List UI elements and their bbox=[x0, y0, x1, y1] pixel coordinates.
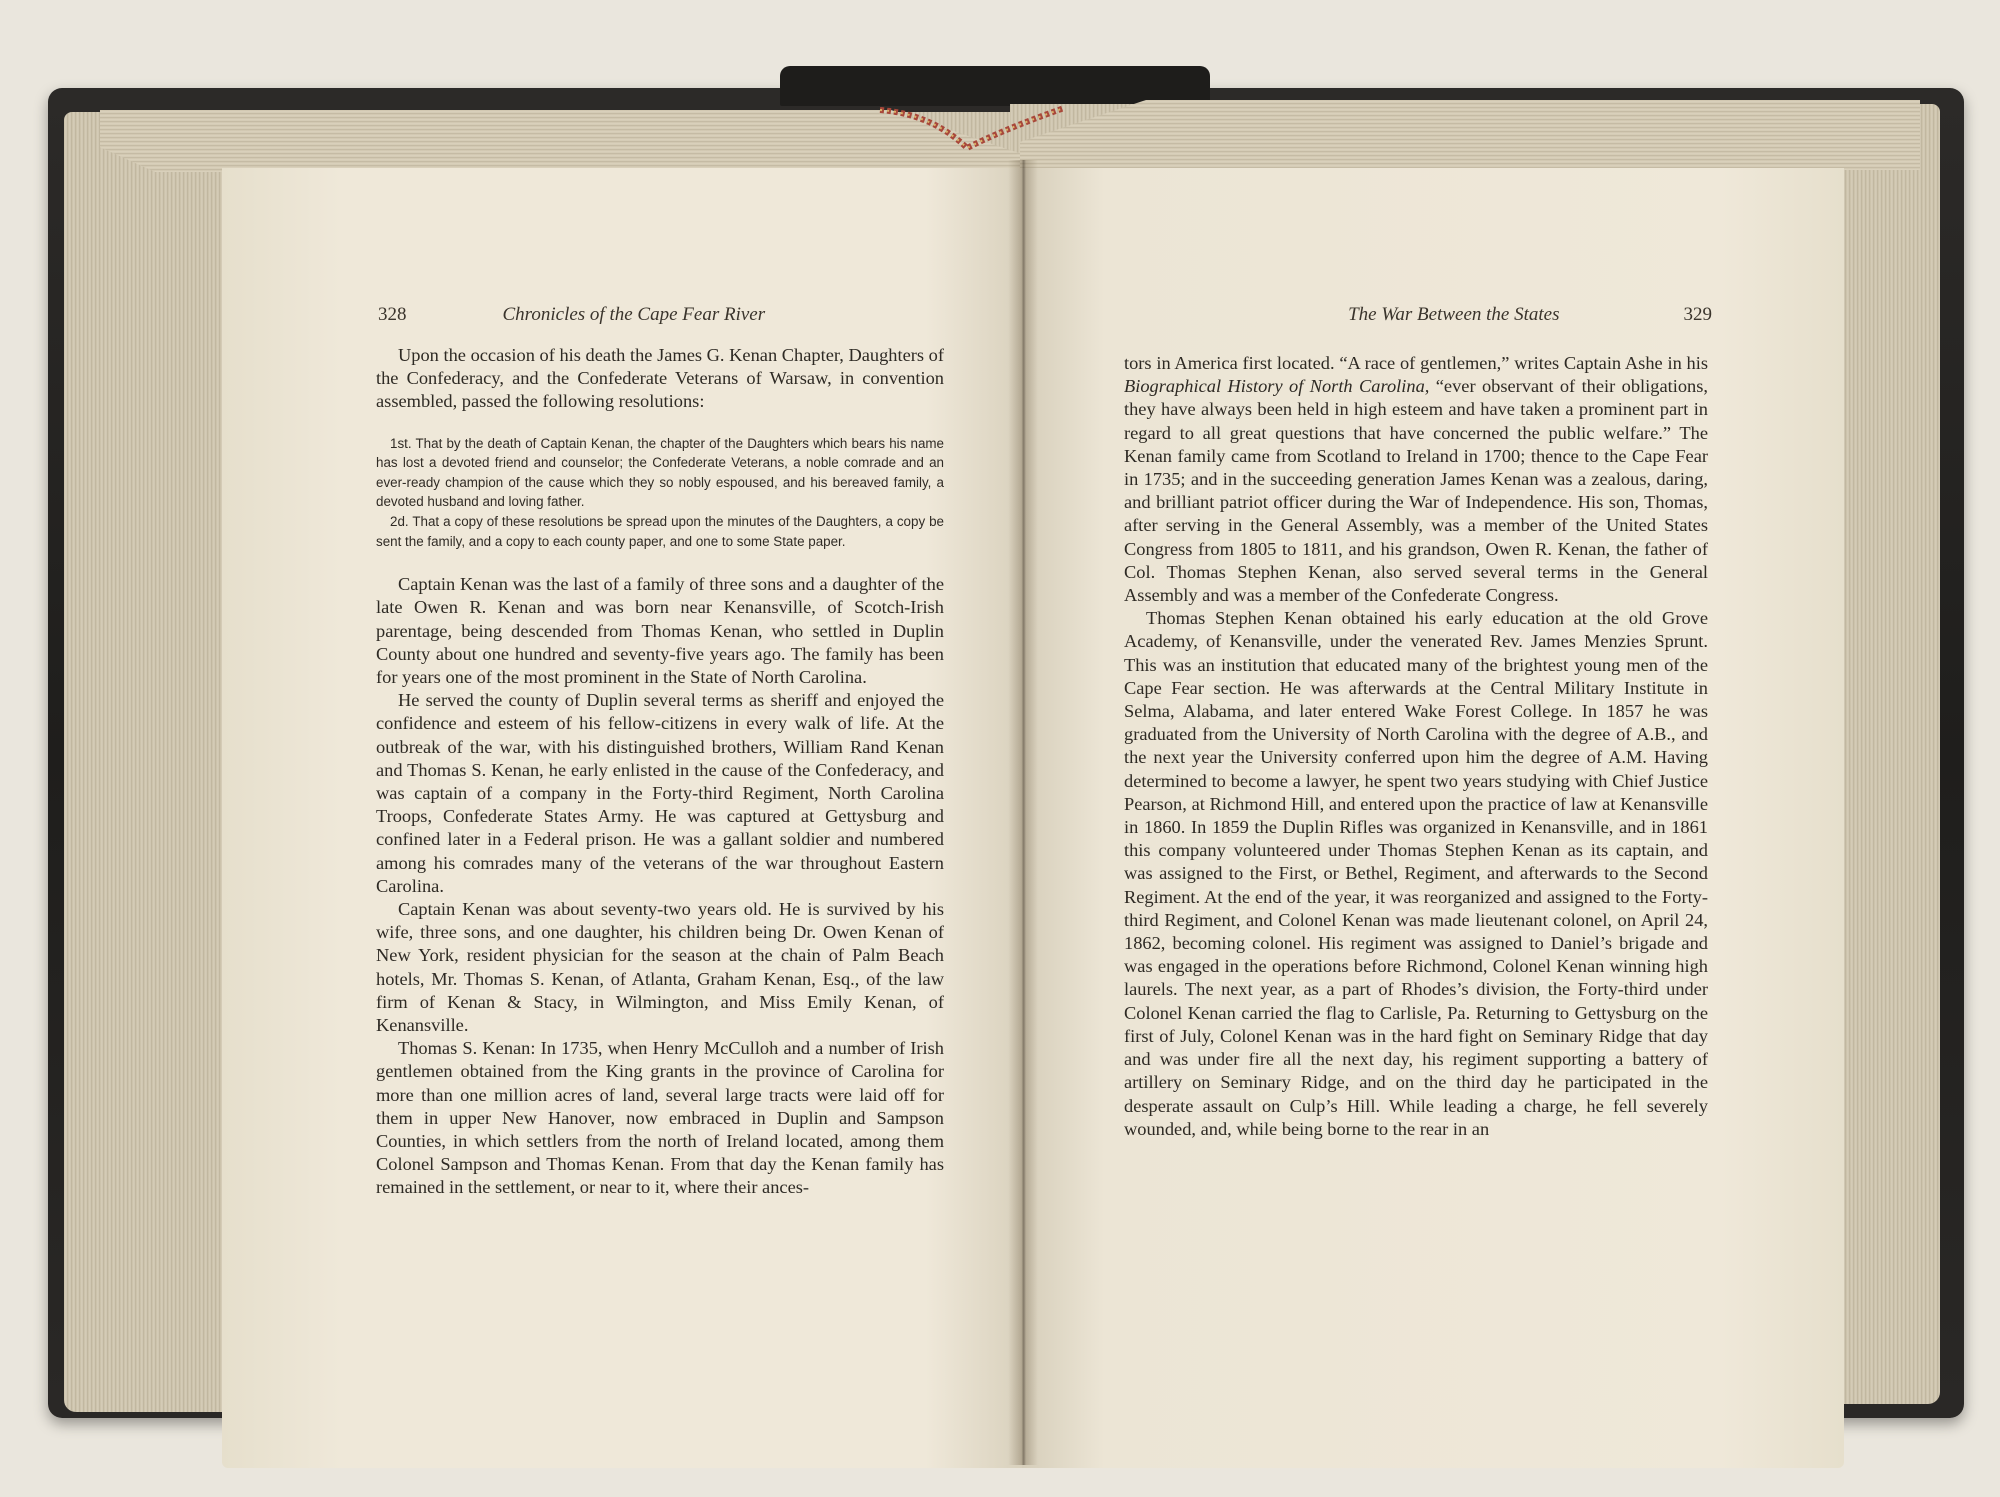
book-title-citation: Biographical History of North Carolina, bbox=[1124, 376, 1430, 397]
resolutions-block bbox=[376, 434, 944, 552]
body-paragraph: He served the county of Duplin several terms as sheriff and enjoyed the confidence and esteem of his fellow-citizens in every walk of life. At the outbreak of the war, with his distinguished brothers, William Rand Kenan and Thomas S. Kenan, he early enlisted in the cause of the Confederacy, and was captain of a company in the Forty-third Regiment, North Carolina Troops, Confederate States Army. He was captured at Gettysburg and confined later in a Federal prison. He was a gallant soldier and numbered among his comrades many of the veterans of the war throughout Eastern Carolina. bbox=[376, 690, 944, 896]
resolution-2: 2d. That a copy of these resolutions be spread upon the minutes of the Daughters, a copy be sent the family, and a copy to each county paper, and one to some State paper. bbox=[376, 513, 944, 549]
right-page-body bbox=[1124, 352, 1708, 1141]
headband-ribbon-icon bbox=[872, 100, 1072, 154]
book-gutter bbox=[1008, 160, 1038, 1465]
running-title-right: The War Between the States bbox=[1348, 304, 1560, 325]
paragraph-text: “ever observant of their obligations, they have always been held in high esteem and have taken a prominent part in regard to all great questions that have concerned the public welfare.” The Kenan family came from Scotland to Ireland in 1700; thence to the Cape Fear in 1735; and in the succeeding generation James Kenan was a zealous, daring, and brilliant patriot officer during the War of Independence. His son, Thomas, after serving in the General Assembly, was a member of the United States Congress from 1805 to 1811, and his grandson, Owen R. Kenan, the father of Col. Thomas Stephen Kenan, also served several terms in the General Assembly and was a member of the Confederate Congress. bbox=[1124, 376, 1708, 606]
page-number-right: 329 bbox=[1683, 304, 1712, 325]
body-paragraph: Captain Kenan was the last of a family of three sons and a daughter of the late Owen R. Kenan and was born near Kenansville, of Scotch-Irish parentage, being descended from Thomas Kenan, who settled in Duplin County about one hundred and seventy-five years ago. The family has been for years one of the most prominent in the State of North Carolina. bbox=[376, 574, 944, 687]
body-paragraph: Thomas Stephen Kenan obtained his early education at the old Grove Academy, of Kenansville, under the venerated Rev. James Menzies Sprunt. This was an institution that educated many of the brightest young men of the Cape Fear section. He was afterwards at the Central Military Institute in Selma, Alabama, and later entered Wake Forest College. In 1857 he was graduated from the University of North Carolina with the degree of A.B., and the next year the University conferred upon him the degree of A.M. Having determined to become a lawyer, he spent two years studying with Chief Justice Pearson, at Richmond Hill, and entered upon the practice of law at Kenansville in 1860. In 1859 the Duplin Rifles was organized in Kenansville, and in 1861 this company volunteered under Thomas Stephen Kenan as its captain, and was assigned to the First, or Bethel, Regiment, and afterwards to the Second Regiment. At the end of the year, it was reorganized and assigned to the Forty-third Regiment, and Colonel Kenan was made lieutenant colonel, on April 24, 1862, becoming colonel. His regiment was assigned to Daniel’s brigade and was engaged in the operations before Richmond, Colonel Kenan winning high laurels. The next year, as a part of Rhodes’s division, the Forty-third under Colonel Kenan carried the flag to Carlisle, Pa. Returning to Gettysburg on the first of July, Colonel Kenan was in the hard fight on Seminary Ridge that day and was under fire all the next day, his regiment supporting a battery of artillery on Seminary Ridge, and on the third day he participated in the desperate assault on Culp’s Hill. While leading a charge, he fell severely wounded, and, while being borne to the rear in an bbox=[1124, 608, 1708, 1139]
left-page-body bbox=[376, 344, 944, 1200]
right-page bbox=[1022, 168, 1844, 1468]
intro-paragraph: Upon the occasion of his death the James G. Kenan Chapter, Daughters of the Confederacy, and the Confederate Veterans of Warsaw, in convention assembled, passed the following resolutions: bbox=[376, 345, 944, 412]
running-title-left: Chronicles of the Cape Fear River bbox=[502, 304, 766, 325]
page-edges-top-right bbox=[1020, 100, 1920, 170]
body-paragraph: Thomas S. Kenan: In 1735, when Henry McCulloh and a number of Irish gentlemen obtained from the King grants in the province of Carolina for more than one million acres of land, several large tracts were laid off for them in upper New Hanover, now embraced in Duplin and Sampson Counties, in which settlers from the north of Ireland located, among them Colonel Sampson and Thomas Kenan. From that day the Kenan family has remained in the settlement, or near to it, where their ances- bbox=[376, 1038, 944, 1198]
left-page bbox=[222, 168, 1022, 1468]
body-paragraph: Captain Kenan was about seventy-two years old. He is survived by his wife, three sons, and one daughter, his children being Dr. Owen Kenan of New York, resident physician for the season at the chain of Palm Beach hotels, Mr. Thomas S. Kenan, of Atlanta, Graham Kenan, Esq., of the law firm of Kenan & Stacy, in Wilmington, and Miss Emily Kenan, of Kenansville. bbox=[376, 899, 944, 1036]
resolution-1: 1st. That by the death of Captain Kenan, the chapter of the Daughters which bears his name has lost a devoted friend and counselor; the Confederate Veterans, a noble comrade and an ever-ready champion of the cause which they so nobly espoused, and his bereaved family, a devoted husband and loving father. bbox=[376, 435, 944, 510]
page-number-left: 328 bbox=[378, 304, 407, 325]
right-page-header bbox=[1122, 304, 1712, 326]
left-page-header bbox=[378, 304, 954, 326]
paragraph-text: tors in America first located. “A race of gentlemen,” writes Captain Ashe in his bbox=[1124, 353, 1708, 373]
continued-paragraph bbox=[1124, 352, 1708, 607]
